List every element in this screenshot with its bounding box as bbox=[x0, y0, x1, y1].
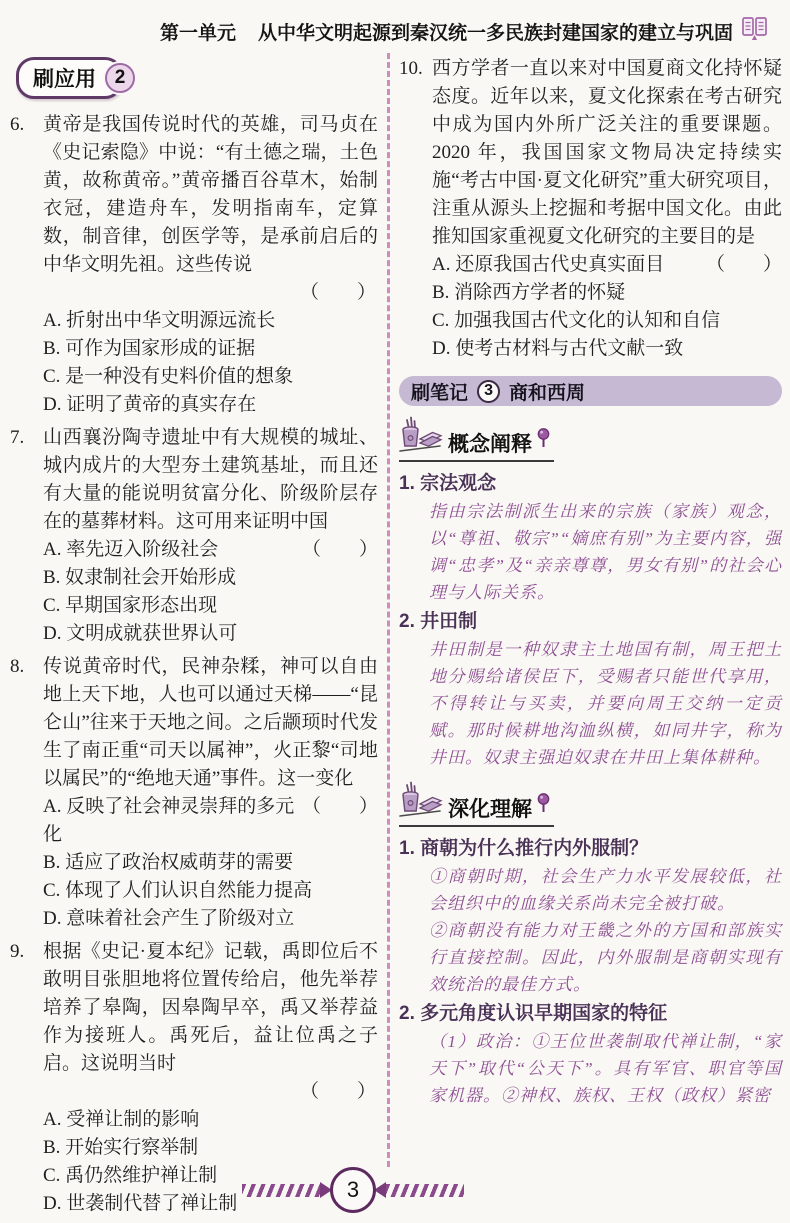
pin-icon bbox=[537, 793, 550, 819]
practice-badge bbox=[16, 57, 126, 99]
note-item-text: 井田制是一种奴隶主土地国有制，周王把土地分赐给诸侯臣下，受赐者只能世代享用，不得转让与买卖，并要向周王交纳一定贡赋。那时候耕地沟洫纵横，如同井字，称为井田。奴隶主强迫奴隶在井田上集体耕种。 bbox=[429, 640, 782, 767]
footer-stripe-right bbox=[386, 1184, 464, 1197]
option-a: A. 还原我国古代史真实面目 bbox=[432, 254, 665, 275]
question-number: 10. bbox=[399, 58, 423, 79]
page-footer bbox=[242, 1167, 464, 1213]
stationery-icon bbox=[399, 781, 443, 823]
option-b: B. 消除西方学者的怀疑 bbox=[432, 282, 626, 303]
option-a: A. 反映了社会神灵崇拜的多元化 bbox=[43, 796, 295, 845]
note-item bbox=[399, 1000, 782, 1109]
column-divider bbox=[387, 53, 390, 1167]
section-heading bbox=[399, 416, 554, 462]
question-options bbox=[10, 307, 378, 419]
practice-badge-number: 2 bbox=[105, 63, 135, 93]
practice-badge-label: 刷应用 bbox=[33, 68, 96, 91]
option-a: A. 折射出中华文明源远流长 bbox=[43, 310, 276, 331]
option-d: D. 世袭制代替了禅让制 bbox=[43, 1193, 238, 1214]
two-column-body bbox=[0, 49, 790, 1214]
option-b: B. 适应了政治权威萌芽的需要 bbox=[43, 852, 294, 873]
option-c: C. 禹仍然维护禅让制 bbox=[43, 1165, 218, 1186]
open-book-icon bbox=[741, 16, 768, 47]
question-10 bbox=[399, 55, 782, 363]
question-text: 山西襄汾陶寺遗址中有大规模的城址、城内成片的大型夯土建筑基址，而且还有大量的能说明贫富分化、阶级阶层存在的墓葬材料。这可用来证明中国 bbox=[43, 427, 378, 532]
answer-bracket: （ ） bbox=[299, 282, 376, 303]
notes-badge-topic: 商和西周 bbox=[509, 382, 586, 404]
note-item bbox=[399, 608, 782, 771]
question-6 bbox=[10, 111, 378, 419]
question-8 bbox=[10, 653, 378, 933]
question-text: 黄帝是我国传说时代的英雄，司马贞在《史记索隐》中说：“有土德之瑞，土色黄，故称黄帝。”黄帝播百谷草木，始制衣冠，建造舟车，发明指南车，定算数，制音律，创医学等，是承前启后的中华文明先祖。这些传说 bbox=[43, 114, 378, 275]
note-item-title: 2. 多元角度认识早期国家的特征 bbox=[399, 1003, 668, 1024]
unit-title: 从中华文明起源到秦汉统一多民族封建国家的建立与巩固 bbox=[257, 23, 733, 44]
note-item-title: 1. 商朝为什么推行内外服制？ bbox=[399, 838, 649, 859]
unit-label: 第一单元 bbox=[159, 23, 236, 44]
stationery-icon bbox=[399, 416, 443, 458]
question-number: 8. bbox=[10, 656, 25, 677]
question-number: 6. bbox=[10, 114, 25, 135]
question-number: 7. bbox=[10, 427, 25, 448]
notes-badge-label: 刷笔记 bbox=[411, 382, 469, 404]
note-item bbox=[399, 835, 782, 998]
section-heading bbox=[399, 781, 554, 827]
section-heading-label: 深化理解 bbox=[448, 798, 532, 821]
answer-bracket: （ ） bbox=[301, 539, 378, 560]
page-header bbox=[0, 0, 790, 49]
answer-bracket: （ ） bbox=[299, 1081, 376, 1102]
option-d: D. 文明成就获世界认可 bbox=[43, 623, 238, 644]
question-stem bbox=[10, 938, 378, 1106]
option-b: B. 可作为国家形成的证据 bbox=[43, 338, 256, 359]
note-item-title: 2. 井田制 bbox=[399, 611, 478, 632]
note-item-text: 指由宗法制派生出来的宗族（家族）观念，以“尊祖、敬宗”“嫡庶有别”为主要内容，强调“忠孝”及“亲亲尊尊，男女有别”的社会心理与人际关系。 bbox=[429, 502, 782, 602]
option-c: C. 早期国家形态出现 bbox=[43, 595, 218, 616]
section-heading-label: 概念阐释 bbox=[448, 433, 532, 456]
question-text: 根据《史记·夏本纪》记载，禹即位后不敢明目张胆地将位置传给启，他先举荐培养了皋陶，因皋陶早卒，禹又举荐益作为接班人。禹死后，益让位禹之子启。这说明当时 bbox=[43, 941, 378, 1074]
question-text: 西方学者一直以来对中国夏商文化持怀疑态度。近年以来，夏文化探索在考古研究中成为国内外所广泛关注的重要课题。2020 年，我国国家文物局决定持续实施“考古中国·夏文化研究”重大研究项目，注重从源头上挖掘和考据中国文化。由此推知国家重视夏文化研究的主要目的是 bbox=[432, 58, 782, 247]
option-d: D. 使考古材料与古代文献一致 bbox=[432, 338, 684, 359]
note-item-text: ①商朝时期，社会生产力水平发展较低，社会组织中的血缘关系尚未完全被打破。 bbox=[429, 867, 782, 913]
left-column bbox=[6, 49, 382, 1214]
option-a: A. 受禅让制的影响 bbox=[43, 1109, 200, 1130]
footer-stripe-left bbox=[242, 1184, 320, 1197]
section-concepts bbox=[399, 416, 782, 771]
option-b: B. 奴隶制社会开始形成 bbox=[43, 567, 237, 588]
question-stem bbox=[10, 111, 378, 307]
answer-bracket: （ ） bbox=[705, 254, 782, 275]
note-item-title: 1. 宗法观念 bbox=[399, 473, 497, 494]
note-item-text: （1）政治：①王位世袭制取代禅让制，“家天下”取代“公天下”。具有军官、职官等国家机器。②神权、族权、王权（政权）紧密 bbox=[429, 1032, 782, 1105]
option-c: C. 加强我国古代文化的认知和自信 bbox=[432, 310, 721, 331]
option-c: C. 体现了人们认识自然能力提高 bbox=[43, 880, 313, 901]
question-stem bbox=[10, 653, 378, 817]
answer-bracket: （ ） bbox=[301, 796, 378, 817]
note-item-text: ②商朝没有能力对王畿之外的方国和部族实行直接控制。因此，内外服制是商朝实现有效统治的最佳方式。 bbox=[429, 921, 782, 994]
question-7 bbox=[10, 424, 378, 648]
notes-badge-number: 3 bbox=[477, 380, 500, 403]
option-c: C. 是一种没有史料价值的想象 bbox=[43, 366, 294, 387]
option-d: D. 证明了黄帝的真实存在 bbox=[43, 394, 257, 415]
option-b: B. 开始实行察举制 bbox=[43, 1137, 199, 1158]
note-item bbox=[399, 470, 782, 606]
option-d: D. 意味着社会产生了阶级对立 bbox=[43, 908, 295, 929]
page-number-badge: 3 bbox=[330, 1167, 376, 1213]
right-column bbox=[395, 49, 784, 1167]
question-text: 传说黄帝时代，民神杂糅，神可以自由地上天下地，人也可以通过天梯——“昆仑山”往来于天地之间。之后颛顼时代发生了南正重“司天以属神”，火正黎“司地以属民”的“绝地天通”事件。这一变化 bbox=[43, 656, 378, 789]
notes-badge bbox=[399, 376, 782, 406]
question-number: 9. bbox=[10, 941, 25, 962]
section-deepen bbox=[399, 781, 782, 1109]
option-a: A. 率先迈入阶级社会 bbox=[43, 539, 219, 560]
pin-icon bbox=[537, 428, 550, 454]
